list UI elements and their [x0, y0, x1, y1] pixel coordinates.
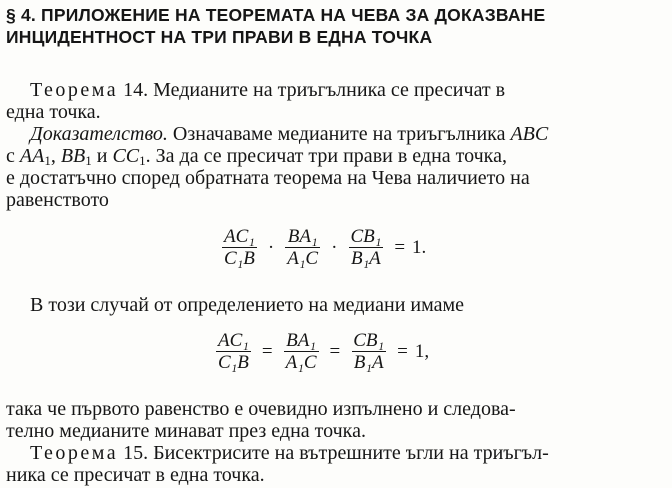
- theorem-14-text-1: Медианите на триъгълника се пресичат в: [153, 79, 506, 101]
- section-title: [6, 4, 666, 48]
- equals-sign-1: =: [261, 340, 273, 362]
- dot-operator-1: ·: [267, 236, 275, 258]
- ratio-1-denominator: C₁B: [218, 352, 249, 373]
- proof-line-2-rest: За да се пресичат три прави в една точка,: [155, 145, 507, 167]
- separator-2: .: [145, 145, 151, 167]
- fraction-3-denominator: B₁A: [350, 248, 381, 269]
- theorem-14: [6, 79, 666, 123]
- ratio-1-numerator: AC₁: [218, 330, 249, 351]
- proof-line-2: [6, 145, 666, 167]
- theorem-15-text-2: ника се пресичат в една точка.: [6, 464, 265, 486]
- proof-word-and: и: [96, 145, 108, 167]
- theorem-14-text-2: една точка.: [6, 101, 101, 123]
- fraction-3-numerator: CB₁: [350, 226, 382, 247]
- theorem-15: [6, 442, 666, 486]
- section-title-line-1: § 4. ПРИЛОЖЕНИЕ НА ТЕОРЕМАТА НА ЧЕВА ЗА ДОКАЗВАНЕ: [6, 5, 546, 25]
- equation-result: 1.: [412, 236, 427, 258]
- theorem-15-text-1: Бисектрисите на вътрешните ъгли на триъгъл-: [153, 442, 549, 464]
- ratio-3-numerator: CB₁: [353, 330, 385, 351]
- median-aa-subscript: 1: [44, 153, 51, 168]
- theorem-15-number: 15.: [123, 442, 149, 464]
- ratio-result: 1,: [414, 340, 430, 362]
- fraction-3: [348, 226, 383, 269]
- proof-line-1: [6, 123, 666, 145]
- fraction-2-denominator: A₁C: [287, 248, 319, 269]
- triangle-name: ABC: [510, 123, 549, 145]
- separator-1: ,: [50, 145, 56, 167]
- equals-sign-2: =: [329, 340, 341, 362]
- ratio-3-denominator: B₁A: [353, 352, 384, 373]
- theorem-14-label: Теорема: [30, 79, 119, 101]
- ratio-2-denominator: A₁C: [285, 352, 317, 373]
- ratio-3: [351, 330, 386, 373]
- equals-sign: =: [394, 236, 406, 258]
- ratio-1: [216, 330, 251, 373]
- equals-sign-3: =: [397, 340, 408, 362]
- proof-line-3: е достатъчно според обратната теорема на Чева наличието на: [6, 167, 530, 189]
- dot-operator-2: ·: [331, 236, 338, 258]
- fraction-1: [222, 226, 257, 269]
- fraction-1-denominator: C₁B: [224, 248, 255, 269]
- theorem-15-label: Теорема: [30, 442, 119, 464]
- ratio-2: [284, 330, 319, 373]
- fraction-2: [285, 226, 320, 269]
- ceva-equation: [218, 226, 426, 269]
- medians-sentence: В този случай от определението на медиани имаме: [30, 294, 465, 316]
- ratio-2-numerator: BA₁: [286, 330, 316, 351]
- fraction-1-numerator: AC₁: [224, 226, 255, 247]
- conclusion-line-1: така че първото равенство е очевидно изпълнено и следова-: [6, 398, 516, 420]
- proof-paragraph: [6, 123, 666, 211]
- proof-word-s: с: [6, 145, 15, 167]
- median-bb: BB: [60, 145, 86, 167]
- median-cc: CC: [112, 145, 140, 167]
- section-title-line-2: ИНЦИДЕНТНОСТ НА ТРИ ПРАВИ В ЕДНА ТОЧКА: [6, 27, 433, 47]
- proof-line-1-text: Означаваме медианите на триъгълника: [172, 123, 506, 145]
- theorem-14-number: 14.: [123, 79, 149, 101]
- conclusion-paragraph: [6, 398, 666, 442]
- proof-label: Доказателство.: [30, 123, 168, 145]
- proof-line-4: равенството: [6, 189, 109, 211]
- median-cc-subscript: 1: [139, 153, 146, 168]
- median-bb-subscript: 1: [85, 153, 92, 168]
- median-ratios-equation: [212, 330, 429, 373]
- fraction-2-numerator: BA₁: [287, 226, 318, 247]
- conclusion-line-2: телно медианите минават през една точка.: [6, 420, 366, 442]
- median-aa: AA: [19, 145, 45, 167]
